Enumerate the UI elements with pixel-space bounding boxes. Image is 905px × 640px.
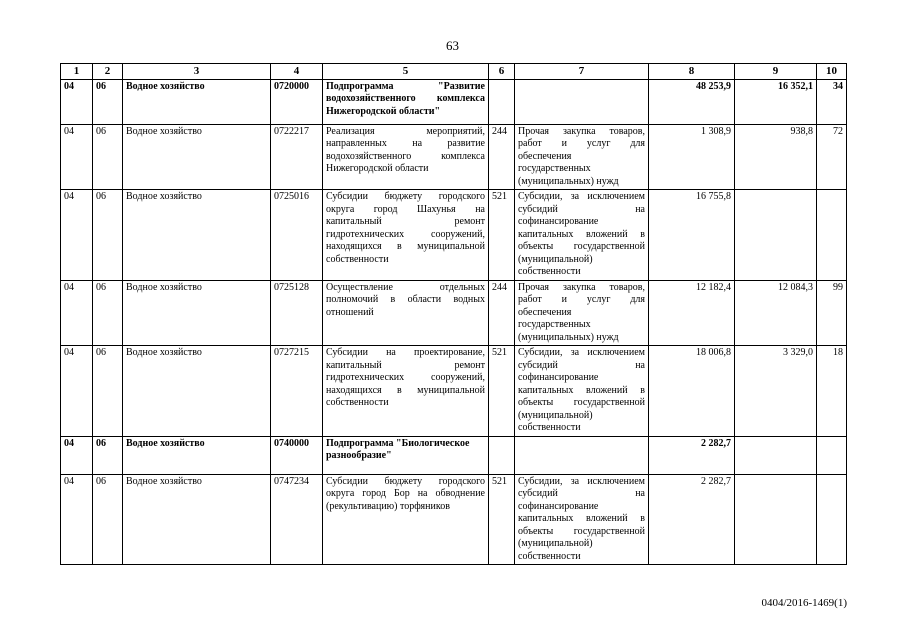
cell-actual	[735, 190, 817, 281]
cell-actual	[735, 436, 817, 474]
col-header-2: 2	[93, 64, 123, 80]
cell-expense-code: 244	[489, 280, 515, 346]
cell-target-code: 0725016	[271, 190, 323, 281]
cell-percent	[817, 436, 847, 474]
cell-actual: 938,8	[735, 124, 817, 190]
cell-target-name: Осуществление отдельных полномочий в области водных отношений	[323, 280, 489, 346]
cell-actual: 16 352,1	[735, 79, 817, 124]
cell-plan: 1 308,9	[649, 124, 735, 190]
table-row	[61, 280, 847, 346]
document-code: 0404/2016-1469(1)	[761, 597, 847, 609]
cell-percent: 72	[817, 124, 847, 190]
cell-percent: 34	[817, 79, 847, 124]
cell-expense-name: Прочая закупка товаров, работ и услуг для обеспечения государственных (муниципальных) нужд	[515, 280, 649, 346]
cell-target-code: 0727215	[271, 346, 323, 437]
cell-expense-name: Прочая закупка товаров, работ и услуг для обеспечения государственных (муниципальных) нужд	[515, 124, 649, 190]
cell-expense-code: 521	[489, 474, 515, 565]
cell-subsection: 06	[93, 436, 123, 474]
cell-expense-name	[515, 436, 649, 474]
table-row	[61, 346, 847, 437]
col-header-3: 3	[123, 64, 271, 80]
cell-subsection: 06	[93, 474, 123, 565]
cell-target-name: Реализация мероприятий, направленных на развитие водохозяйственного комплекса Нижегородской области	[323, 124, 489, 190]
cell-target-code: 0725128	[271, 280, 323, 346]
cell-target-code: 0747234	[271, 474, 323, 565]
cell-name: Водное хозяйство	[123, 280, 271, 346]
cell-percent	[817, 190, 847, 281]
cell-subsection: 06	[93, 124, 123, 190]
col-header-5: 5	[323, 64, 489, 80]
cell-expense-code: 521	[489, 190, 515, 281]
cell-plan: 2 282,7	[649, 474, 735, 565]
cell-target-name: Субсидии на проектирование, капитальный ремонт гидротехнических сооружений, находящихся в муниципальной собственности	[323, 346, 489, 437]
cell-expense-name: Субсидии, за исключением субсидий на софинансирование капитальных вложений в объекты государственной (муниципальной) собственности	[515, 474, 649, 565]
cell-subsection: 06	[93, 190, 123, 281]
cell-percent	[817, 474, 847, 565]
cell-expense-code: 521	[489, 346, 515, 437]
cell-plan: 12 182,4	[649, 280, 735, 346]
cell-plan: 16 755,8	[649, 190, 735, 281]
cell-name: Водное хозяйство	[123, 346, 271, 437]
cell-expense-name	[515, 79, 649, 124]
cell-target-code: 0720000	[271, 79, 323, 124]
cell-subsection: 06	[93, 79, 123, 124]
cell-target-name: Субсидии бюджету городского округа город Шахунья на капитальный ремонт гидротехнических сооружений, находящихся в муниципальной собственности	[323, 190, 489, 281]
cell-percent: 99	[817, 280, 847, 346]
cell-percent: 18	[817, 346, 847, 437]
table-row	[61, 124, 847, 190]
cell-name: Водное хозяйство	[123, 124, 271, 190]
cell-section: 04	[61, 190, 93, 281]
page-number: 63	[446, 38, 459, 53]
cell-target-code: 0722217	[271, 124, 323, 190]
cell-section: 04	[61, 124, 93, 190]
cell-section: 04	[61, 346, 93, 437]
budget-table	[60, 63, 847, 565]
col-header-1: 1	[61, 64, 93, 80]
cell-actual: 12 084,3	[735, 280, 817, 346]
cell-plan: 48 253,9	[649, 79, 735, 124]
table-row	[61, 474, 847, 565]
cell-target-name: Субсидии бюджету городского округа город Бор на обводнение (рекультивацию) торфяников	[323, 474, 489, 565]
table-row	[61, 79, 847, 124]
cell-section: 04	[61, 280, 93, 346]
cell-expense-code	[489, 436, 515, 474]
cell-name: Водное хозяйство	[123, 190, 271, 281]
cell-expense-name: Субсидии, за исключением субсидий на софинансирование капитальных вложений в объекты государственной (муниципальной) собственности	[515, 346, 649, 437]
cell-expense-code: 244	[489, 124, 515, 190]
cell-target-name: Подпрограмма "Развитие водохозяйственного комплекса Нижегородской области"	[323, 79, 489, 124]
col-header-4: 4	[271, 64, 323, 80]
cell-section: 04	[61, 474, 93, 565]
cell-subsection: 06	[93, 346, 123, 437]
col-header-6: 6	[489, 64, 515, 80]
cell-plan: 18 006,8	[649, 346, 735, 437]
cell-actual: 3 329,0	[735, 346, 817, 437]
cell-plan: 2 282,7	[649, 436, 735, 474]
cell-name: Водное хозяйство	[123, 436, 271, 474]
cell-target-name: Подпрограмма "Биологическое разнообразие"	[323, 436, 489, 474]
cell-name: Водное хозяйство	[123, 79, 271, 124]
col-header-8: 8	[649, 64, 735, 80]
table-row	[61, 436, 847, 474]
col-header-10: 10	[817, 64, 847, 80]
cell-subsection: 06	[93, 280, 123, 346]
col-header-7: 7	[515, 64, 649, 80]
cell-expense-code	[489, 79, 515, 124]
cell-target-code: 0740000	[271, 436, 323, 474]
header-row	[61, 64, 847, 80]
cell-expense-name: Субсидии, за исключением субсидий на софинансирование капитальных вложений в объекты государственной (муниципальной) собственности	[515, 190, 649, 281]
col-header-9: 9	[735, 64, 817, 80]
cell-section: 04	[61, 79, 93, 124]
cell-actual	[735, 474, 817, 565]
cell-section: 04	[61, 436, 93, 474]
cell-name: Водное хозяйство	[123, 474, 271, 565]
table-row	[61, 190, 847, 281]
